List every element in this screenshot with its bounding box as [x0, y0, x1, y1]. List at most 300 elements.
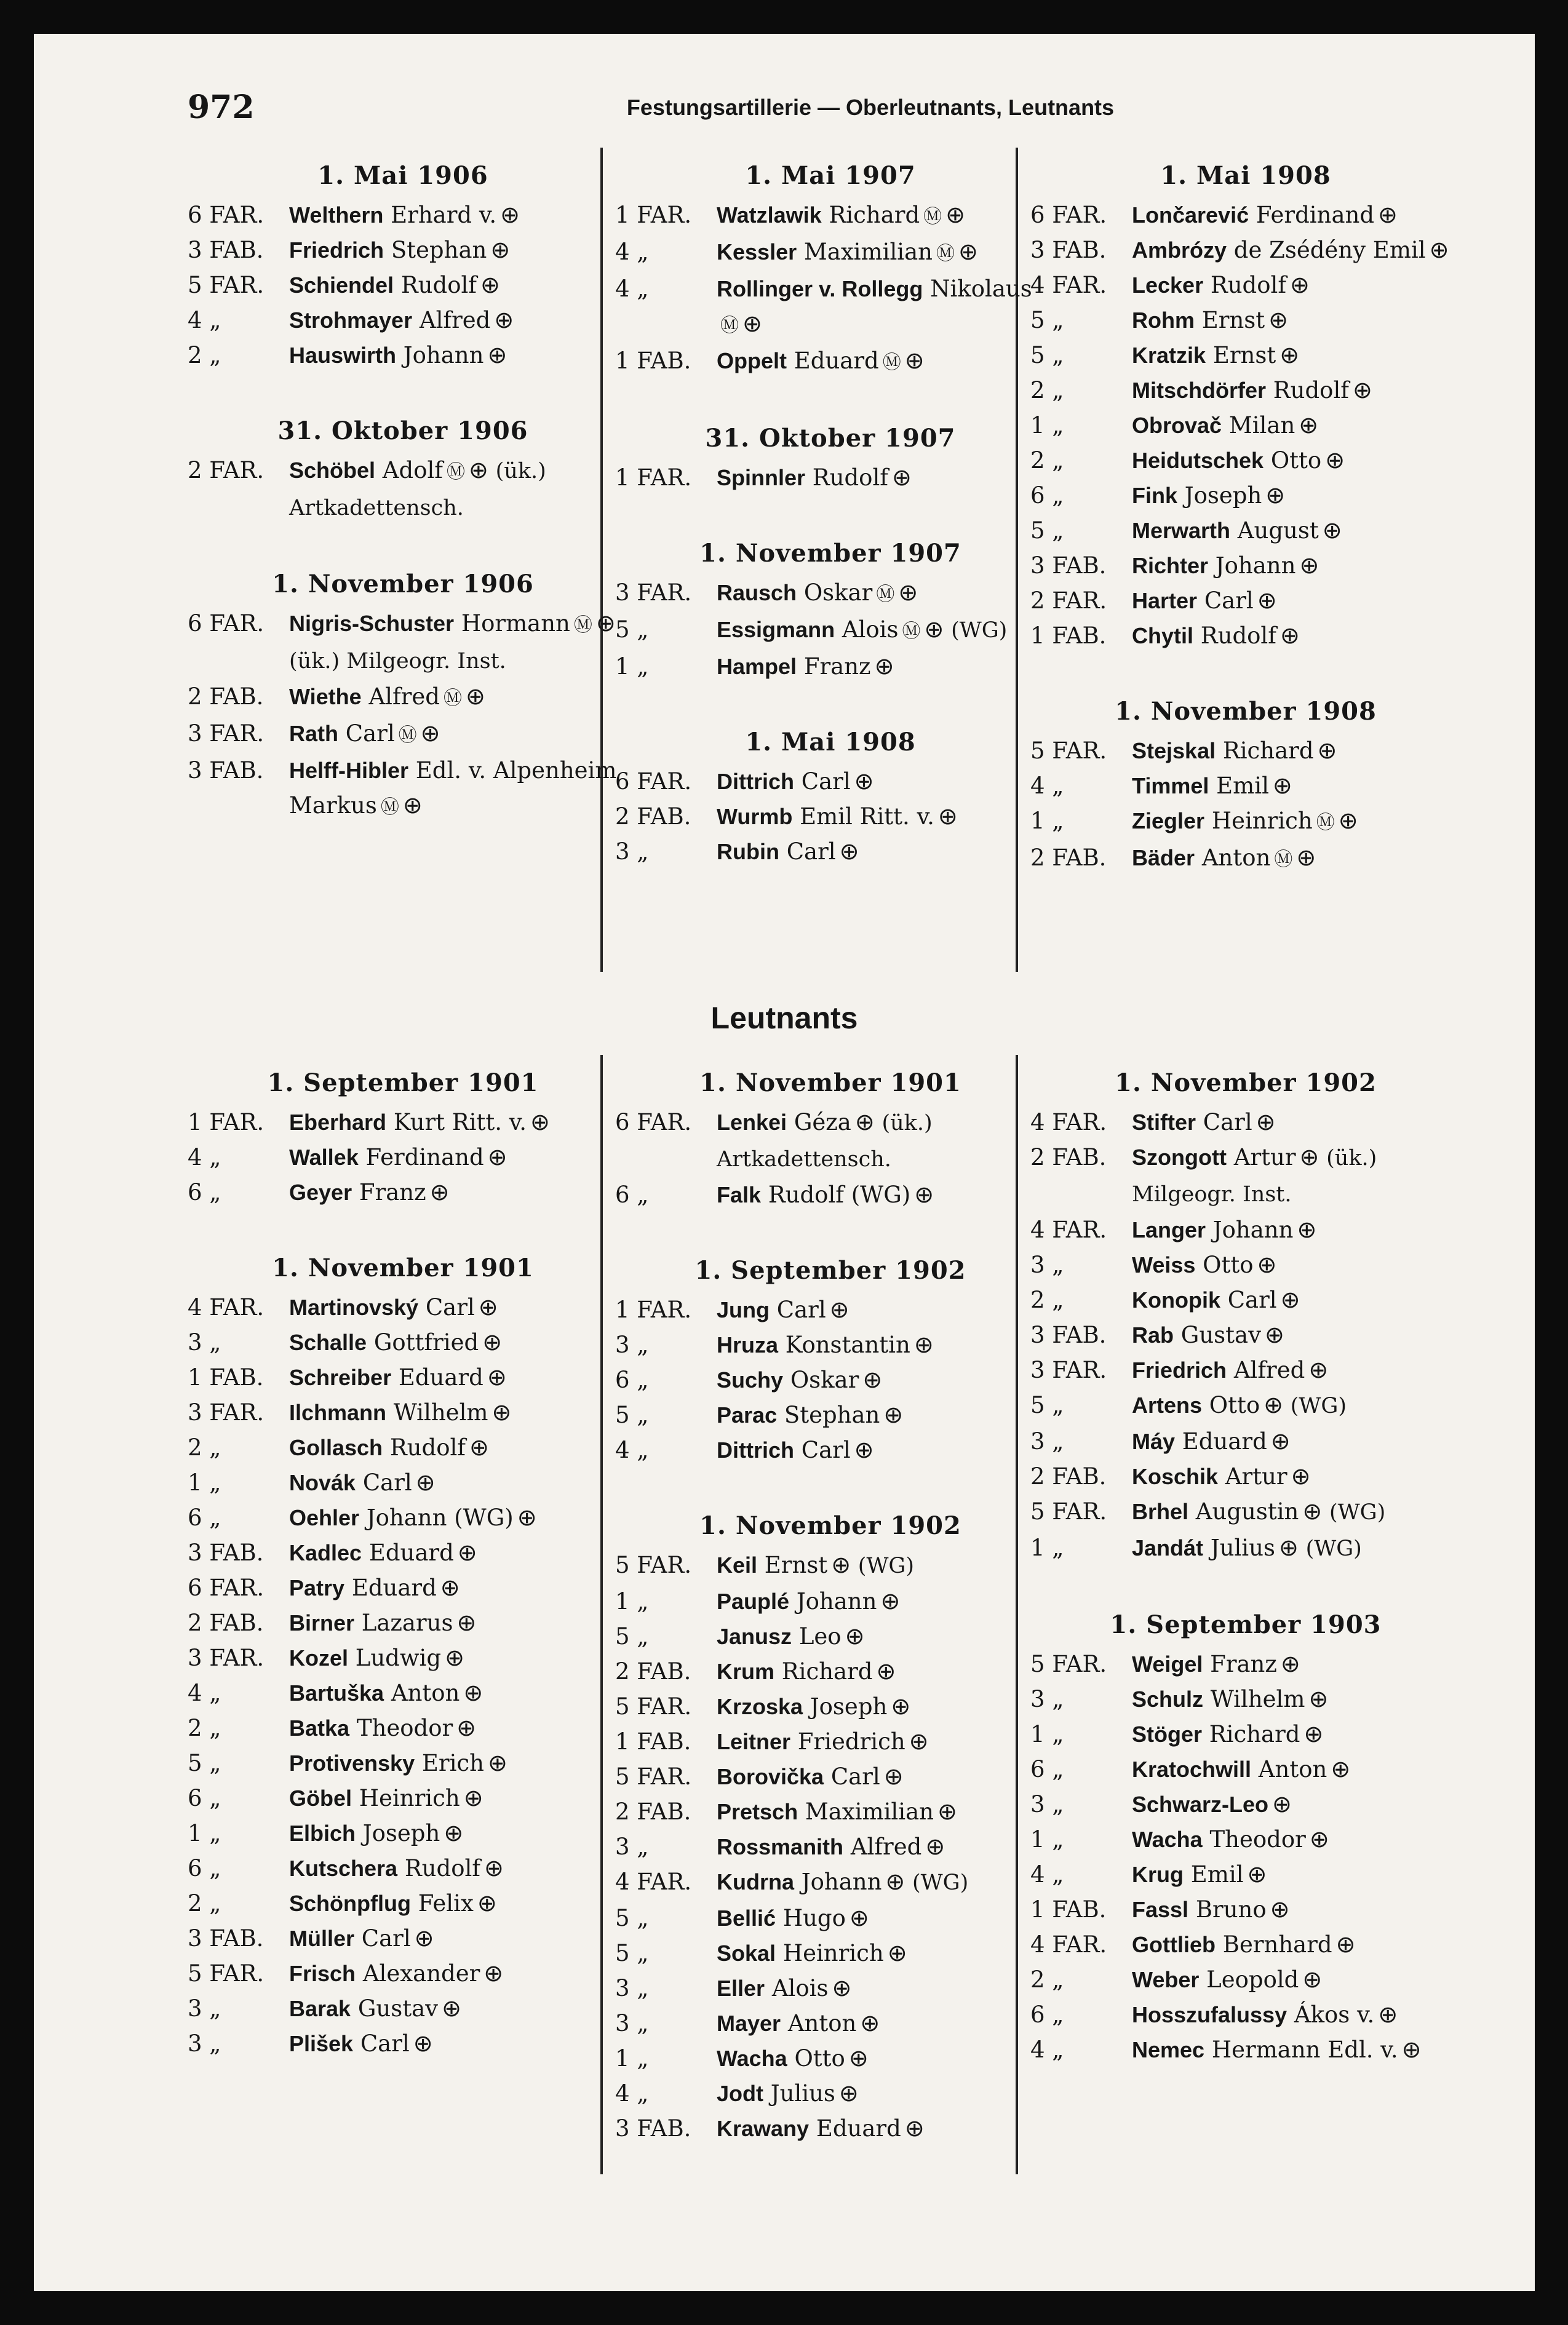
officer-entry — [188, 1500, 618, 1535]
officer-entry — [615, 1654, 1046, 1689]
surname: Hosszufalussy — [1132, 2002, 1287, 2027]
surname: Jodt — [717, 2081, 763, 2106]
officer-name — [717, 1829, 1046, 1864]
officer-name — [289, 1605, 618, 1640]
cross-icon: ⊕ — [854, 1436, 874, 1463]
given-name: Heinrich — [359, 1785, 460, 1811]
surname: Richter — [1132, 553, 1209, 578]
surname: Rohm — [1132, 308, 1195, 333]
cross-icon: ⊕ — [487, 1749, 507, 1776]
date-section — [188, 535, 618, 825]
officer-name — [717, 1864, 1046, 1901]
officer-name — [717, 1362, 1046, 1397]
officer-entry — [188, 1570, 618, 1605]
cross-icon: ⊕ — [838, 2080, 859, 2107]
officer-entry — [615, 1864, 1046, 1901]
officer-name — [717, 1619, 1046, 1654]
given-name: Rudolf — [1210, 272, 1287, 298]
surname: Oppelt — [717, 348, 787, 373]
officer-entry — [1030, 1927, 1461, 1962]
cross-icon: ⊕ — [1296, 844, 1316, 871]
given-name: Alois — [842, 616, 899, 643]
promotion-date: 1. November 1902 — [1115, 1068, 1377, 1097]
officer-entry — [615, 1548, 1046, 1584]
cross-icon: ⊕ — [1308, 1685, 1329, 1712]
cross-icon: ⊕ — [456, 1714, 477, 1741]
unit-label: 5 FAR. — [615, 1763, 692, 1790]
surname: Rubin — [717, 839, 779, 864]
officer-entry — [615, 1619, 1046, 1654]
officer-name — [289, 1430, 618, 1465]
officer-entry — [615, 1936, 1046, 1971]
officer-entry — [188, 716, 618, 753]
cross-icon: ⊕ — [478, 1294, 498, 1321]
officer-entry — [1030, 1997, 1461, 2032]
surname: Rausch — [717, 580, 797, 605]
officer-name — [1132, 1647, 1461, 1682]
unit-label: 3 FAB. — [1030, 552, 1107, 579]
cross-icon: ⊕ — [490, 236, 511, 263]
surname: Plišek — [289, 2031, 354, 2056]
surname: Chytil — [1132, 623, 1194, 648]
unit-label: 2 FAB. — [615, 1658, 691, 1685]
officer-name — [289, 716, 618, 753]
given-name: Franz — [359, 1179, 426, 1206]
given-name: Ernst — [764, 1552, 828, 1578]
officer-name — [717, 834, 1046, 869]
given-name: Eduard — [1182, 1428, 1267, 1455]
officer-entry — [615, 799, 1046, 834]
cross-icon: ⊕ — [487, 341, 507, 368]
officer-name — [1132, 1247, 1461, 1282]
officer-name — [1132, 583, 1461, 618]
officer-name — [289, 1711, 618, 1746]
section-spacer — [615, 389, 1046, 413]
officer-name — [1132, 1494, 1461, 1530]
given-name: de Zsédény Emil — [1233, 237, 1426, 263]
surname: Nemec — [1132, 2037, 1205, 2062]
cross-icon: ⊕ — [874, 653, 894, 680]
unit-label: 6 „ — [1030, 2001, 1064, 2028]
promotion-date: 1. Mai 1907 — [745, 161, 916, 190]
cross-icon: ⊕ — [494, 306, 514, 333]
given-name: Adolf — [382, 457, 444, 483]
unit-label: 4 „ — [615, 276, 649, 302]
given-name: Emil — [1216, 773, 1269, 799]
officer-name — [289, 753, 618, 825]
given-name: Johann (WG) — [366, 1504, 514, 1531]
officer-entry — [188, 1325, 618, 1360]
cross-icon: ⊕ — [1278, 1534, 1299, 1561]
cross-icon: ⊕ — [1302, 1966, 1323, 1993]
officer-entry — [1030, 618, 1461, 653]
given-name: Julius — [1210, 1535, 1275, 1561]
officer-entry — [188, 338, 618, 373]
given-name: Hermann Edl. v. — [1211, 2037, 1398, 2063]
unit-label: 5 „ — [615, 1623, 649, 1650]
cross-icon: ⊕ — [898, 579, 918, 606]
unit-label: 4 „ — [188, 1144, 221, 1170]
officer-name — [717, 1433, 1046, 1468]
surname: Friedrich — [1132, 1357, 1227, 1383]
officer-name — [717, 1689, 1046, 1724]
surname: Frisch — [289, 1961, 356, 1986]
unit-label: 3 „ — [615, 1332, 649, 1358]
given-name: Konstantin — [785, 1332, 910, 1358]
assignment-note: (ük.) Artkadettensch. — [717, 1111, 933, 1172]
given-name: Eduard — [794, 348, 879, 374]
given-name: Theodor — [1209, 1826, 1306, 1853]
officer-entry — [188, 453, 618, 526]
promotion-date: 1. November 1901 — [272, 1254, 534, 1282]
officer-name — [1132, 197, 1461, 232]
officer-entry — [615, 1759, 1046, 1794]
given-name: Johann — [1212, 1217, 1294, 1243]
unit-label: 6 „ — [615, 1182, 649, 1208]
surname: Patry — [289, 1575, 345, 1600]
unit-label: 2 FAB. — [1030, 845, 1107, 871]
cross-icon: ⊕ — [484, 1960, 504, 1987]
given-name: Gustav — [1180, 1322, 1261, 1348]
unit-label: 4 „ — [188, 1680, 221, 1706]
cross-icon: ⊕ — [1338, 807, 1358, 834]
given-name: Carl — [1227, 1287, 1277, 1313]
officer-name — [717, 612, 1046, 649]
officer-entry — [615, 343, 1046, 380]
surname: Heidutschek — [1132, 448, 1264, 473]
unit-label: 2 „ — [1030, 1287, 1064, 1313]
cross-icon: ⊕ — [420, 720, 440, 747]
given-name: Kurt Ritt. v. — [393, 1109, 527, 1135]
officer-name — [717, 1936, 1046, 1971]
section-heading: Leutnants — [710, 1001, 858, 1035]
unit-label: 1 „ — [615, 1588, 649, 1615]
surname: Leitner — [717, 1729, 791, 1754]
cross-icon: ⊕ — [958, 238, 978, 265]
officer-name — [1132, 373, 1461, 408]
officer-name — [289, 1535, 618, 1570]
unit-label: 3 „ — [1030, 1791, 1064, 1818]
given-name: Joseph — [1184, 482, 1262, 509]
given-name: Erich — [421, 1750, 484, 1776]
promotion-date: 1. November 1908 — [1115, 697, 1377, 726]
given-name: Johann — [801, 1869, 882, 1895]
given-name: Ernst — [1212, 342, 1276, 368]
officer-name — [289, 1921, 618, 1956]
surname: Obrovač — [1132, 413, 1222, 438]
medal-icon: Ⓜ — [573, 614, 592, 636]
unit-label: 5 „ — [188, 1750, 221, 1776]
given-name: Otto — [1203, 1252, 1254, 1278]
cross-icon: ⊕ — [500, 201, 520, 228]
officer-name — [1132, 2032, 1461, 2067]
date-section — [1030, 1065, 1461, 1567]
given-name: Gustav — [357, 1995, 439, 2022]
officer-entry — [188, 1711, 618, 1746]
given-name: Rudolf — [1273, 377, 1349, 403]
section-spacer — [1030, 1575, 1461, 1600]
officer-entry — [1030, 232, 1461, 268]
cross-icon: ⊕ — [880, 1588, 901, 1615]
given-name: Johann — [796, 1588, 877, 1615]
date-section — [615, 1221, 1046, 1468]
officer-name — [289, 1360, 618, 1395]
cross-icon: ⊕ — [891, 1693, 911, 1720]
cross-icon: ⊕ — [487, 1364, 507, 1391]
unit-label: 2 FAR. — [188, 457, 265, 483]
officer-entry — [188, 1605, 618, 1640]
surname: Falk — [717, 1182, 762, 1207]
unit-label: 4 „ — [1030, 1861, 1064, 1888]
cross-icon: ⊕ — [885, 1868, 905, 1895]
cross-icon: ⊕ — [1270, 1896, 1290, 1923]
officer-name — [289, 1175, 618, 1210]
given-name: Carl — [776, 1297, 826, 1323]
officer-name — [717, 1654, 1046, 1689]
cross-icon: ⊕ — [832, 1974, 852, 2001]
cross-icon: ⊕ — [1302, 1498, 1323, 1525]
date-section — [615, 389, 1046, 495]
officer-name — [289, 1746, 618, 1781]
surname: Lecker — [1132, 272, 1204, 298]
given-name: Eduard — [368, 1540, 454, 1566]
given-name: Alois — [771, 1975, 829, 2001]
given-name: Carl — [1203, 1109, 1252, 1135]
unit-label: 2 FAR. — [1030, 587, 1107, 614]
officer-entry — [1030, 1459, 1461, 1494]
medal-icon: Ⓜ — [936, 243, 955, 264]
given-name: Alfred — [850, 1834, 922, 1860]
cross-icon: ⊕ — [937, 803, 958, 830]
cross-icon: ⊕ — [440, 1574, 460, 1601]
surname: Schulz — [1132, 1687, 1204, 1712]
officer-entry — [188, 1105, 618, 1140]
unit-label: 4 FAR. — [1030, 272, 1107, 298]
surname: Wacha — [717, 2046, 787, 2071]
given-name: Artur — [1233, 1144, 1296, 1170]
officer-name — [1132, 768, 1461, 803]
assignment-note: (WG) — [951, 618, 1008, 643]
given-name: Ferdinand — [365, 1144, 484, 1170]
officer-name — [717, 2006, 1046, 2041]
officer-entry — [615, 834, 1046, 869]
given-name: Rudolf — [404, 1855, 481, 1882]
given-name: Ludwig — [355, 1645, 442, 1671]
surname: Kessler — [717, 239, 797, 264]
surname: Eberhard — [289, 1110, 387, 1135]
surname: Bellić — [717, 1906, 776, 1931]
officer-entry — [1030, 1530, 1461, 1567]
given-name: Richard — [781, 1658, 873, 1685]
cross-icon: ⊕ — [463, 1784, 484, 1811]
officer-name — [717, 799, 1046, 834]
unit-label: 1 FAB. — [615, 1728, 691, 1755]
unit-label: 2 FAB. — [1030, 1463, 1107, 1490]
surname: Konopik — [1132, 1287, 1220, 1313]
unit-label: 5 FAR. — [615, 1693, 692, 1720]
officer-name — [717, 1901, 1046, 1936]
officer-name — [289, 1325, 618, 1360]
officer-entry — [615, 1901, 1046, 1936]
cross-icon: ⊕ — [517, 1504, 537, 1531]
officer-entry — [1030, 1212, 1461, 1247]
unit-label: 4 FAR. — [1030, 1109, 1107, 1135]
unit-label: 6 „ — [188, 1785, 221, 1811]
officer-entry — [1030, 1787, 1461, 1822]
cross-icon: ⊕ — [1272, 772, 1292, 799]
given-name: Alexander — [362, 1960, 480, 1987]
cross-icon: ⊕ — [1325, 447, 1345, 474]
unit-label: 2 „ — [188, 1434, 221, 1461]
given-name: Gottfried — [373, 1329, 479, 1356]
promotion-date: 1. Mai 1906 — [317, 161, 488, 190]
officer-name — [717, 1548, 1046, 1584]
unit-label: 5 „ — [615, 1402, 649, 1428]
surname: Weber — [1132, 1967, 1200, 1992]
unit-label: 6 „ — [188, 1179, 221, 1206]
given-name: Stephan — [391, 237, 487, 263]
officer-name — [717, 1759, 1046, 1794]
unit-label: 6 FAR. — [188, 202, 265, 228]
officer-name — [289, 453, 618, 526]
oberleutnants-column-1 — [188, 151, 618, 833]
date-section — [1030, 1575, 1461, 2067]
surname: Spinnler — [717, 465, 806, 490]
cross-icon: ⊕ — [442, 1995, 461, 2022]
unit-label: 3 „ — [615, 1975, 649, 2001]
unit-label: 1 FAB. — [1030, 622, 1107, 649]
surname: Kudrna — [717, 1869, 794, 1894]
unit-label: 5 FAR. — [1030, 737, 1107, 764]
surname: Suchy — [717, 1367, 784, 1393]
surname: Weigel — [1132, 1651, 1203, 1677]
promotion-date: 1. September 1903 — [1110, 1610, 1382, 1639]
cross-icon: ⊕ — [1401, 2036, 1422, 2063]
cross-icon: ⊕ — [1317, 737, 1337, 764]
officer-entry — [615, 1724, 1046, 1759]
surname: Strohmayer — [289, 308, 413, 333]
promotion-date: 31. Oktober 1907 — [705, 424, 956, 453]
cross-icon: ⊕ — [414, 1925, 434, 1952]
surname: Rossmanith — [717, 1834, 844, 1859]
officer-name — [289, 1886, 618, 1921]
officer-name — [289, 1956, 618, 1991]
promotion-date: 1. September 1901 — [267, 1068, 539, 1097]
officer-entry — [615, 764, 1046, 799]
surname: Langer — [1132, 1217, 1206, 1242]
given-name: Emil — [1190, 1861, 1244, 1888]
officer-name — [1132, 513, 1461, 548]
cross-icon: ⊕ — [480, 271, 500, 298]
officer-name — [1132, 1962, 1461, 1997]
unit-label: 1 „ — [1030, 1826, 1064, 1853]
given-name: Richard — [1209, 1721, 1300, 1747]
unit-label: 5 „ — [615, 616, 649, 643]
unit-label: 3 „ — [615, 2010, 649, 2037]
officer-entry — [188, 1956, 618, 1991]
cross-icon: ⊕ — [883, 1401, 904, 1428]
officer-entry — [188, 1465, 618, 1500]
surname: Krzoska — [717, 1694, 803, 1719]
officer-entry — [615, 1292, 1046, 1327]
unit-label: 2 „ — [188, 1715, 221, 1741]
officer-name — [1132, 1459, 1461, 1494]
given-name: Maximilian — [805, 1798, 934, 1825]
unit-label: 6 „ — [615, 1367, 649, 1393]
officer-entry — [1030, 513, 1461, 548]
officer-name — [289, 1395, 618, 1430]
given-name: Carl — [361, 1925, 411, 1952]
given-name: Otto — [1270, 447, 1322, 474]
unit-label: 3 FAB. — [1030, 1322, 1107, 1348]
given-name: Oskar — [790, 1367, 859, 1393]
unit-label: 1 FAR. — [615, 1297, 692, 1323]
cross-icon: ⊕ — [444, 1819, 464, 1846]
cross-icon: ⊕ — [1299, 1143, 1319, 1170]
given-name: Bernhard — [1222, 1931, 1332, 1958]
page-number: 972 — [188, 89, 255, 126]
cross-icon: ⊕ — [457, 1539, 477, 1566]
unit-label: 1 „ — [1030, 1535, 1064, 1561]
cross-icon: ⊕ — [848, 2045, 869, 2072]
section-spacer — [615, 1221, 1046, 1246]
officer-entry — [1030, 303, 1461, 338]
unit-label: 3 FAB. — [188, 237, 264, 263]
given-name: Johann — [403, 342, 484, 368]
cross-icon: ⊕ — [1352, 376, 1372, 403]
cross-icon: ⊕ — [456, 1609, 477, 1636]
surname: Krug — [1132, 1862, 1184, 1887]
given-name: Edl. v. Alpenheim Markus — [289, 757, 617, 819]
officer-name — [289, 1816, 618, 1851]
surname: Schiendel — [289, 272, 394, 298]
unit-label: 6 „ — [1030, 1756, 1064, 1782]
officer-name — [717, 764, 1046, 799]
given-name: Carl — [801, 768, 851, 795]
officer-name — [717, 1105, 1046, 1177]
officer-entry — [615, 1829, 1046, 1864]
officer-entry — [1030, 1647, 1461, 1682]
officer-entry — [615, 1584, 1046, 1619]
officer-entry — [1030, 1962, 1461, 1997]
assignment-note: (WG) — [1290, 1394, 1347, 1418]
cross-icon: ⊕ — [1268, 306, 1288, 333]
officer-name — [717, 1724, 1046, 1759]
surname: Janusz — [717, 1624, 792, 1649]
surname: Schalle — [289, 1330, 367, 1355]
given-name: Nikolaus — [930, 276, 1032, 302]
unit-label: 2 „ — [1030, 447, 1064, 474]
cross-icon: ⊕ — [1280, 1286, 1300, 1313]
cross-icon: ⊕ — [1429, 236, 1449, 263]
cross-icon: ⊕ — [1247, 1861, 1267, 1888]
assignment-note: (ük.) Artkadettensch. — [289, 459, 546, 520]
section-spacer — [188, 535, 618, 559]
given-name: Carl — [345, 720, 395, 747]
unit-label: 1 „ — [615, 2045, 649, 2072]
cross-icon: ⊕ — [445, 1644, 464, 1671]
cross-icon: ⊕ — [883, 1763, 904, 1790]
given-name: Carl — [425, 1294, 475, 1321]
officer-entry — [1030, 840, 1461, 877]
given-name: Richard — [1222, 737, 1314, 764]
officer-name — [1132, 1140, 1461, 1212]
surname: Timmel — [1132, 773, 1209, 798]
officer-entry — [1030, 1105, 1461, 1140]
surname: Koschik — [1132, 1464, 1219, 1489]
officer-entry — [615, 1105, 1046, 1177]
cross-icon: ⊕ — [1257, 587, 1277, 614]
